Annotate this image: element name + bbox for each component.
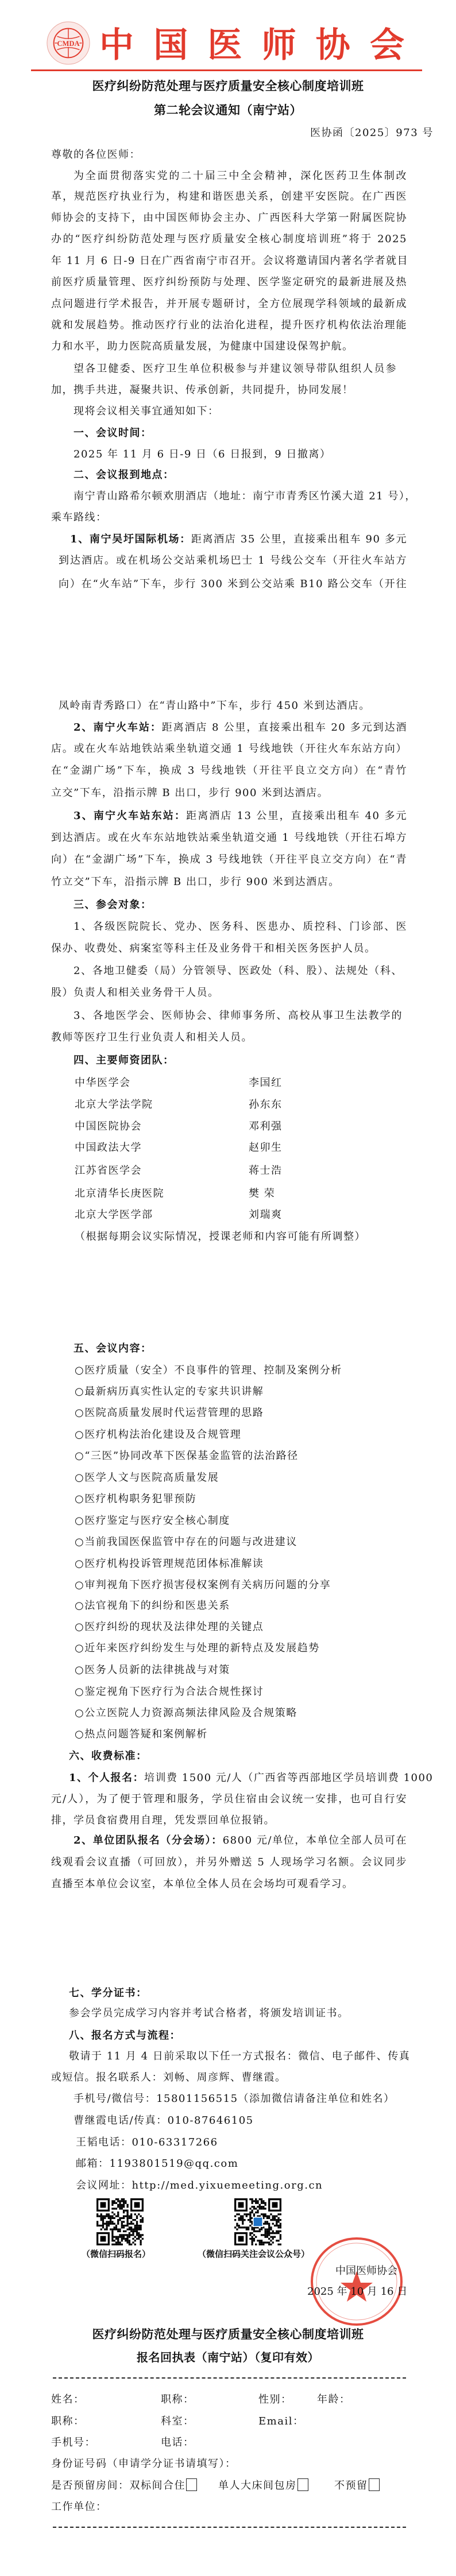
item-text: 培训费 1500 元/人（广西省等西部地区学员培训费 1000 (144, 1772, 434, 1784)
topic-text: 热点问题答疑和案例解析 (84, 1728, 208, 1740)
item-text: 6800 元/单位，本单位全部人员可在 (222, 1834, 407, 1846)
intro-paragraph-line: 师协会的支持下，由中国医师协会主办、广西医科大学第一附属医院协 (51, 212, 407, 224)
room-none-checkbox[interactable] (369, 2478, 380, 2491)
topic-item (75, 1557, 264, 1571)
faculty-org: 北京清华长庚医院 (75, 1188, 164, 1200)
bullet-icon: ○ (75, 1579, 85, 1591)
route-label: 乘车路线： (51, 511, 107, 523)
room-none-label: 不预留 (334, 2480, 368, 2492)
intro-paragraph-line: 办的“医疗纠纷防范处理与医疗质量安全核心制度培训班”将于 2025 (51, 233, 407, 245)
appeal-line: 加，携手共进，凝聚共识、传承创新，共同提升，协同发展！ (51, 384, 354, 396)
topic-item (75, 1428, 241, 1442)
topic-text: 当前我国医保监管中存在的问题与改进建议 (84, 1536, 297, 1548)
form-top-divider (53, 2377, 406, 2379)
section-heading-venue: 二、会议报到地点： (74, 469, 175, 481)
intro-paragraph-line: 点问题进行学术报告，并开展专题研讨，全方位展现学科领域的最新成 (51, 298, 407, 310)
intro-paragraph-line: 前医疗质量管理、医疗纠纷预防与处理、医学鉴定研究的最新进展及热 (51, 276, 407, 288)
qr1-caption: （微信扫码报名） (82, 2249, 151, 2259)
attendee-item: 2、各地卫健委（局）分管领导、医政处（科、股）、法规处（科、 (74, 965, 403, 977)
lead-in: 现将会议相关事宜通知如下： (74, 405, 219, 417)
form-subtitle: 报名回执表（南宁站）（复印有效） (137, 2350, 319, 2364)
faculty-org: 北京大学医学部 (75, 1209, 153, 1221)
route-line: 在“金湖广场”下车，换成 3 号线地铁（开往平良立交方向）在“青竹 (51, 765, 407, 777)
intro-paragraph-line: 为全面贯彻落实党的二十届三中全会精神，深化医药卫生体制改 (74, 170, 407, 182)
bullet-icon: ○ (75, 1686, 85, 1698)
faculty-org: 北京大学法学院 (75, 1099, 153, 1111)
topic-item (75, 1620, 264, 1634)
section-heading-content: 五、会议内容： (74, 1343, 152, 1355)
topic-item (75, 1535, 297, 1549)
registration-line: 或短信。报名联系人：刘畅、周彦辉、曹继霞。 (51, 2071, 287, 2084)
bullet-icon: ○ (75, 1558, 85, 1570)
form-field-title-rank: 职称： (161, 2393, 195, 2406)
route-line (70, 533, 407, 546)
signature-org: 中国医师协会 (335, 2265, 397, 2277)
room-twin-checkbox[interactable] (186, 2478, 197, 2491)
route-line: 到达酒店。或在机场公交站乘机场巴士 1 号线公交车（开往火车站方 (59, 554, 407, 567)
faculty-org: 中国政法大学 (75, 1142, 142, 1154)
route-line: 到达酒店。或在火车东站地铁站乘坐轨道交通 1 号线地铁（开往石埠方 (51, 832, 407, 844)
intro-paragraph-line: 就和发展趋势。推动医疗行业的法治化进程，提升医疗机构依法治理能 (51, 319, 407, 331)
topic-text: 审判视角下医疗损害侵权案例有关病历问题的分享 (84, 1579, 331, 1591)
form-field-age: 年龄： (317, 2393, 351, 2406)
item-lead: 2、南宁火车站： (74, 721, 162, 734)
faculty-name: 孙东东 (249, 1099, 283, 1111)
faculty-note: （根据每期会议实际情况，授课老师和内容可能有所调整） (75, 1231, 366, 1243)
bullet-icon: ○ (75, 1536, 85, 1548)
faculty-org: 中华医学会 (75, 1077, 131, 1089)
faculty-name: 李国红 (249, 1077, 283, 1089)
form-bottom-divider (53, 2527, 406, 2528)
meeting-website-link: 会议网址：http://med.yixuemeeting.org.cn (76, 2179, 323, 2191)
topic-item (75, 1578, 331, 1592)
faculty-org: 中国医院协会 (75, 1120, 142, 1132)
signature-date: 2025 年 10 月 16 日 (307, 2286, 408, 2298)
room-label: 是否预留房间： (51, 2480, 130, 2492)
fee-group-line: 直播至本单位会议室，本单位全体人员在会场均可观看学习。 (51, 1878, 354, 1890)
meeting-dates: 2025 年 11 月 6 日-9 日（6 日报到，9 日撤离） (74, 448, 331, 460)
item-text: 距离酒店 35 公里，直接乘出租车 90 多元 (191, 533, 407, 545)
item-lead: 3、南宁火车站东站： (74, 810, 187, 822)
topic-text: 医疗质量（安全）不良事件的管理、控制及案例分析 (84, 1364, 342, 1376)
form-field-gender: 性别： (258, 2393, 292, 2406)
fee-individual-line (69, 1771, 434, 1785)
contact-email: 邮箱：1193801519@qq.com (76, 2158, 239, 2170)
section-heading-attendees: 三、参会对象： (74, 899, 152, 911)
bullet-icon: ○ (75, 1664, 85, 1676)
form-field-employer: 工作单位： (51, 2501, 107, 2513)
route-line: 向）在“金湖广场”下车，换成 3 号线地铁（开往平良立交方向）在“青 (51, 854, 407, 866)
fee-individual-line: 排，学员食宿费用自理，凭发票回单位报销。 (51, 1814, 275, 1826)
form-field-email: Email： (258, 2415, 304, 2427)
room-none-option (334, 2478, 380, 2492)
intro-paragraph-line: 年 11 月 6 日-9 日在广西省南宁市召开。会议将邀请国内著名学者就目 (51, 255, 408, 267)
faculty-name: 樊 荣 (249, 1188, 276, 1200)
form-field-phone: 电话： (161, 2437, 195, 2449)
form-title: 医疗纠纷防范处理与医疗质量安全核心制度培训班 (92, 2327, 364, 2341)
header-divider (31, 69, 422, 71)
topic-text: 医疗机构投诉管理规范团体标准解读 (84, 1558, 264, 1570)
attendee-item: 股）负责人和相关业务骨干人员。 (51, 987, 219, 999)
topic-item (75, 1406, 264, 1420)
route-line (74, 809, 407, 823)
bullet-icon: ○ (75, 1642, 85, 1654)
section-heading-certificate: 七、学分证书： (69, 1987, 148, 1999)
attendee-item: 1、各级医院院长、党办、医务科、医患办、质控科、门诊部、医 (74, 921, 407, 933)
topic-item (75, 1514, 230, 1528)
item-text: 距离酒店 8 公里，直接乘出租车 20 多元到达酒 (161, 721, 407, 734)
route-line: 向）在“火车站”下车，步行 300 米到公交站乘 B10 路公交车（开往 (59, 578, 407, 590)
topic-text: 医务人员新的法律挑战与对策 (84, 1664, 230, 1676)
route-line: 竹立交”下车，沿指示牌 B 出口，步行 900 米到达酒店。 (51, 876, 340, 888)
topic-item (75, 1385, 264, 1399)
registration-qr-code[interactable] (96, 2198, 144, 2245)
registration-line: 敬请于 11 月 4 日前采取以下任一方式报名：微信、电子邮件、传真 (69, 2050, 411, 2062)
contact-cao-phone: 曹继霞电话/传真：010-87646105 (74, 2115, 254, 2127)
faculty-name: 蒋士浩 (249, 1165, 283, 1177)
topic-text: 医疗机构职务犯罪预防 (84, 1493, 197, 1505)
notice-title: 医疗纠纷防范处理与医疗质量安全核心制度培训班 (92, 79, 364, 93)
topic-text: 医疗鉴定与医疗安全核心制度 (84, 1515, 230, 1527)
topic-item (75, 1685, 264, 1699)
topic-text: 近年来医疗纠纷发生与处理的新特点及发展趋势 (84, 1642, 320, 1654)
route-line (74, 721, 407, 735)
form-field-title-rank2: 职称： (51, 2415, 85, 2427)
topic-text: 医院高质量发展时代运营管理的思路 (84, 1407, 264, 1419)
qr2-caption: （微信扫码关注会议公众号） (198, 2249, 310, 2259)
faculty-name: 刘瑞爽 (249, 1209, 283, 1221)
bullet-icon: ○ (75, 1386, 85, 1398)
topic-item (75, 1706, 297, 1720)
bullet-icon: ○ (75, 1450, 85, 1462)
fee-group-line: 线观看会议直播（可回放），并另外赠送 5 人现场学习名额。会议同步 (51, 1856, 407, 1868)
fee-individual-line: 元/人），为了便于管理和服务，学员住宿由会议统一安排，也可自行安 (51, 1793, 407, 1805)
attendee-item: 教师等医疗卫生行业负责人和相关人员。 (51, 1031, 253, 1043)
contact-wechat: 手机号/微信号：15801156515（添加微信请备注单位和姓名） (74, 2093, 395, 2105)
topic-text: 法官视角下的纠纷和医患关系 (84, 1600, 230, 1612)
document-number: 医协函〔2025〕973 号 (310, 127, 434, 139)
topic-text: 鉴定视角下医疗行为合法合规性探讨 (84, 1686, 264, 1698)
item-lead: 1、个人报名： (69, 1772, 145, 1784)
intro-paragraph-line: 革，规范医疗执业行为，构建和谐医患关系，创建平安医院。在广西医 (51, 191, 407, 203)
venue-address: 南宁青山路希尔顿欢朋酒店（地址：南宁市青秀区竹溪大道 21 号）， (74, 490, 416, 502)
room-single-option (218, 2478, 308, 2492)
fee-group-line (74, 1834, 407, 1848)
topic-item (75, 1449, 299, 1463)
topic-text: 医疗纠纷的现状及法律处理的关键点 (84, 1621, 264, 1633)
svg-text:CMDA: CMDA (57, 39, 80, 48)
greeting: 尊敬的各位医师： (51, 149, 141, 161)
item-text: 距离酒店 13 公里，直接乘出租车 40 多元 (186, 810, 407, 822)
section-heading-faculty: 四、主要师资团队： (74, 1054, 175, 1066)
topic-item (75, 1599, 230, 1613)
topic-text: 公立医院人力资源高频法律风险及合规策略 (84, 1707, 297, 1719)
bullet-icon: ○ (75, 1429, 85, 1441)
notice-subtitle: 第二轮会议通知（南宁站） (154, 103, 302, 117)
faculty-name: 赵卯生 (249, 1142, 283, 1154)
topic-text: 医疗机构法治化建设及合规管理 (84, 1429, 242, 1441)
attendee-item: 3、各地医学会、医师协会、律师事务所、高校从事卫生法教学的 (74, 1010, 403, 1022)
faculty-org: 江苏省医学会 (75, 1165, 142, 1177)
room-twin-label: 双标间合住 (129, 2480, 186, 2492)
bullet-icon: ○ (75, 1472, 85, 1484)
topic-text: 医学人文与医院高质量发展 (84, 1472, 219, 1484)
form-field-name: 姓名： (51, 2393, 85, 2406)
form-field-mobile: 手机号： (51, 2437, 96, 2449)
section-heading-registration: 八、报名方式与流程： (69, 2030, 181, 2042)
cmda-logo (46, 21, 91, 65)
topic-item (75, 1364, 342, 1378)
certificate-text: 参会学员完成学习内容并考试合格者，将颁发培训证书。 (69, 2007, 349, 2019)
official-seal-stamp (309, 2236, 404, 2327)
bullet-icon: ○ (75, 1707, 85, 1719)
topic-item (75, 1471, 219, 1485)
room-reservation-row (51, 2478, 197, 2492)
topic-item (75, 1663, 230, 1677)
topic-item (75, 1728, 208, 1741)
bullet-icon: ○ (75, 1728, 85, 1740)
faculty-name: 邓利强 (249, 1120, 283, 1132)
bullet-icon: ○ (75, 1515, 85, 1527)
bullet-icon: ○ (75, 1493, 85, 1505)
section-heading-fees: 六、收费标准： (69, 1750, 148, 1762)
form-field-department: 科室： (161, 2415, 195, 2427)
wechat-account-qr-code[interactable] (234, 2198, 281, 2245)
topic-text: 最新病历真实性认定的专家共识讲解 (84, 1386, 264, 1398)
org-name-heading: 中国医师协会 (99, 25, 404, 65)
topic-item (75, 1642, 320, 1655)
bullet-icon: ○ (75, 1407, 85, 1419)
topic-item (75, 1492, 196, 1506)
section-heading-time: 一、会议时间： (74, 427, 152, 439)
room-single-label: 单人大床间包房 (218, 2480, 297, 2492)
bullet-icon: ○ (75, 1600, 85, 1612)
room-single-checkbox[interactable] (297, 2478, 308, 2491)
intro-paragraph-line: 力和水平，助力医院高质量发展，为健康中国建设保驾护航。 (51, 340, 354, 352)
route-line: 店。或在火车站地铁站乘坐轨道交通 1 号线地铁（开往火车东站方向） (51, 743, 407, 755)
contact-wang-phone: 王韬电话：010-63317266 (76, 2136, 218, 2148)
route-line: 凤岭南青秀路口）在“青山路中”下车，步行 450 米到达酒店。 (59, 700, 370, 712)
form-field-id-number: 身份证号码（申请学分证书请填写）： (51, 2458, 237, 2470)
item-lead: 2、单位团队报名（分会场）： (74, 1834, 223, 1846)
topic-text: “三医”协同改革下医保基金监管的法治路径 (84, 1450, 299, 1462)
bullet-icon: ○ (75, 1621, 85, 1633)
attendee-item: 保办、收费处、病案室等科主任及业务骨干和相关医务医护人员。 (51, 942, 376, 955)
appeal-line: 望各卫健委、医疗卫生单位积极参与并建议领导带队组织人员参 (74, 363, 397, 375)
bullet-icon: ○ (75, 1364, 85, 1376)
item-lead: 1、南宁吴圩国际机场： (70, 533, 191, 545)
route-line: 立交”下车，沿指示牌 B 出口，步行 900 米到达酒店。 (51, 787, 329, 799)
